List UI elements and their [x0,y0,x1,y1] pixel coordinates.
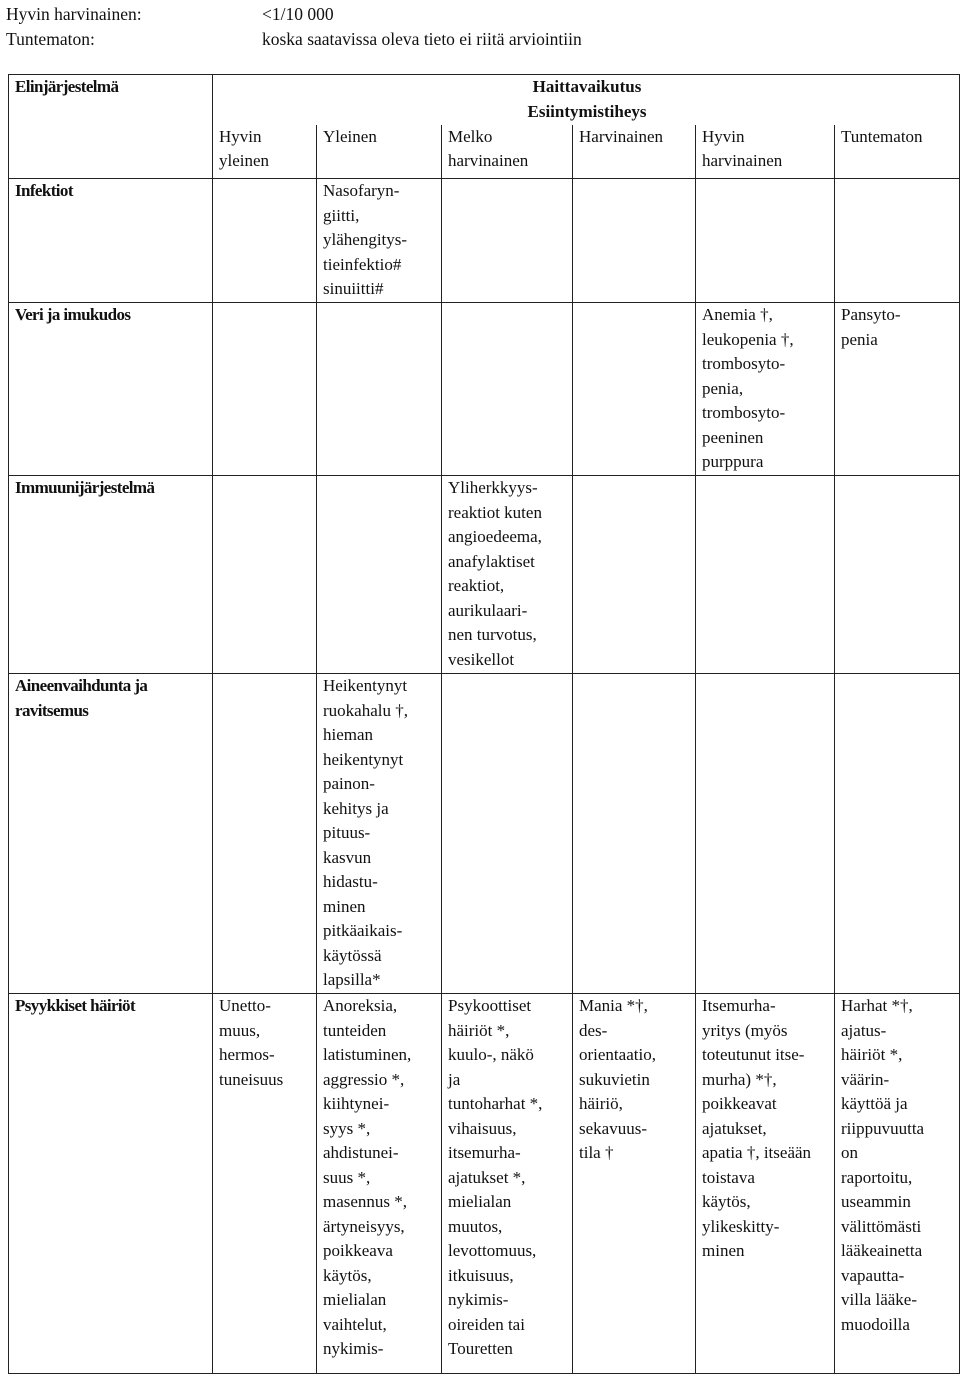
organ-infections: Infektiot [9,179,213,303]
frequency-label: Tuntematon: [6,29,95,49]
cell-metabolism-uncommon [442,674,573,994]
cell-infections-unknown [835,179,960,303]
freq-col-unknown: Tuntematon [835,125,960,179]
organ-psychiatric: Psyykkiset häiriöt [9,994,213,1374]
frequency-definition-very-rare [6,2,956,27]
cell-infections-rare [573,179,696,303]
cell-psychiatric-very-common: Unetto- muus, hermos- tuneisuus [213,994,317,1374]
table-row-psychiatric [9,994,960,1374]
organ-column-header: Elinjärjestelmä [9,75,213,179]
table-row-blood [9,303,960,476]
cell-metabolism-rare [573,674,696,994]
table-row-infections [9,179,960,303]
freq-col-rare: Harvinainen [573,125,696,179]
cell-blood-rare [573,303,696,476]
cell-blood-very-common [213,303,317,476]
frequency-definitions [6,2,956,52]
cell-blood-common [317,303,442,476]
effect-frequency-header [213,75,960,125]
organ-immune: Immuunijärjestelmä [9,476,213,674]
cell-infections-very-rare [696,179,835,303]
effect-header: Haittavaikutus [532,77,642,96]
table-row-immune [9,476,960,674]
cell-metabolism-unknown [835,674,960,994]
cell-metabolism-common: Heikentynyt ruokahalu †, hieman heikentynyt painon- kehitys ja pituus- kasvun hidastu- minen pitkäaikais- käytössä lapsilla* [317,674,442,994]
freq-col-very-rare: Hyvin harvinainen [696,125,835,179]
organ-metabolism: Aineenvaihdunta ja ravitsemus [9,674,213,994]
cell-immune-very-rare [696,476,835,674]
cell-blood-very-rare: Anemia †, leukopenia †, trombosyto- penia, trombosyto- peeninen purppura [696,303,835,476]
cell-immune-common [317,476,442,674]
cell-blood-unknown: Pansyto- penia [835,303,960,476]
cell-infections-uncommon [442,179,573,303]
cell-psychiatric-rare: Mania *†, des- orientaatio, sukuvietin häiriö, sekavuus- tila † [573,994,696,1374]
cell-blood-uncommon [442,303,573,476]
frequency-header: Esiintymistiheys [527,101,647,121]
cell-psychiatric-very-rare: Itsemurha- yritys (myös toteutunut itse- murha) *†, poikkeavat ajatukset, apatia †, itseään toistava käytös, ylikeskitty- minen [696,994,835,1374]
cell-infections-common: Nasofaryn- giitti, ylähengitys- tieinfektio# sinuiitti# [317,179,442,303]
cell-psychiatric-common: Anoreksia, tunteiden latistuminen, aggressio *, kiihtynei- syys *, ahdistunei- suus *, masennus *, ärtyneisyys, poikkeava käytös, mielialan vaihtelut, nykimis- [317,994,442,1374]
frequency-value: koska saatavissa oleva tieto ei riitä arviointiin [262,29,582,49]
frequency-definition-unknown [6,27,956,52]
table-row-metabolism [9,674,960,994]
cell-infections-very-common [213,179,317,303]
freq-col-uncommon: Melko harvinainen [442,125,573,179]
cell-immune-unknown [835,476,960,674]
cell-psychiatric-unknown: Harhat *†, ajatus- häiriöt *, väärin- käyttöä ja riippuvuutta on raportoitu, useammin välittömästi lääkeainetta vapautta- villa lääke- muodoilla [835,994,960,1374]
table-header-row [9,75,960,125]
cell-metabolism-very-rare [696,674,835,994]
frequency-label: Hyvin harvinainen: [6,4,142,24]
cell-psychiatric-uncommon: Psykoottiset häiriöt *, kuulo-, näkö ja tuntoharhat *, vihaisuus, itsemurha- ajatukset *, mielialan muutos, levottomuus, itkuisuus, nykimis- oireiden tai Touretten [442,994,573,1374]
cell-immune-uncommon: Yliherkkyys- reaktiot kuten angioedeema, anafylaktiset reaktiot, aurikulaari- nen turvotus, vesikellot [442,476,573,674]
adverse-effects-table [8,74,960,1374]
cell-metabolism-very-common [213,674,317,994]
freq-col-very-common: Hyvin yleinen [213,125,317,179]
cell-immune-very-common [213,476,317,674]
freq-col-common: Yleinen [317,125,442,179]
organ-blood: Veri ja imukudos [9,303,213,476]
cell-immune-rare [573,476,696,674]
frequency-value: <1/10 000 [262,4,334,24]
